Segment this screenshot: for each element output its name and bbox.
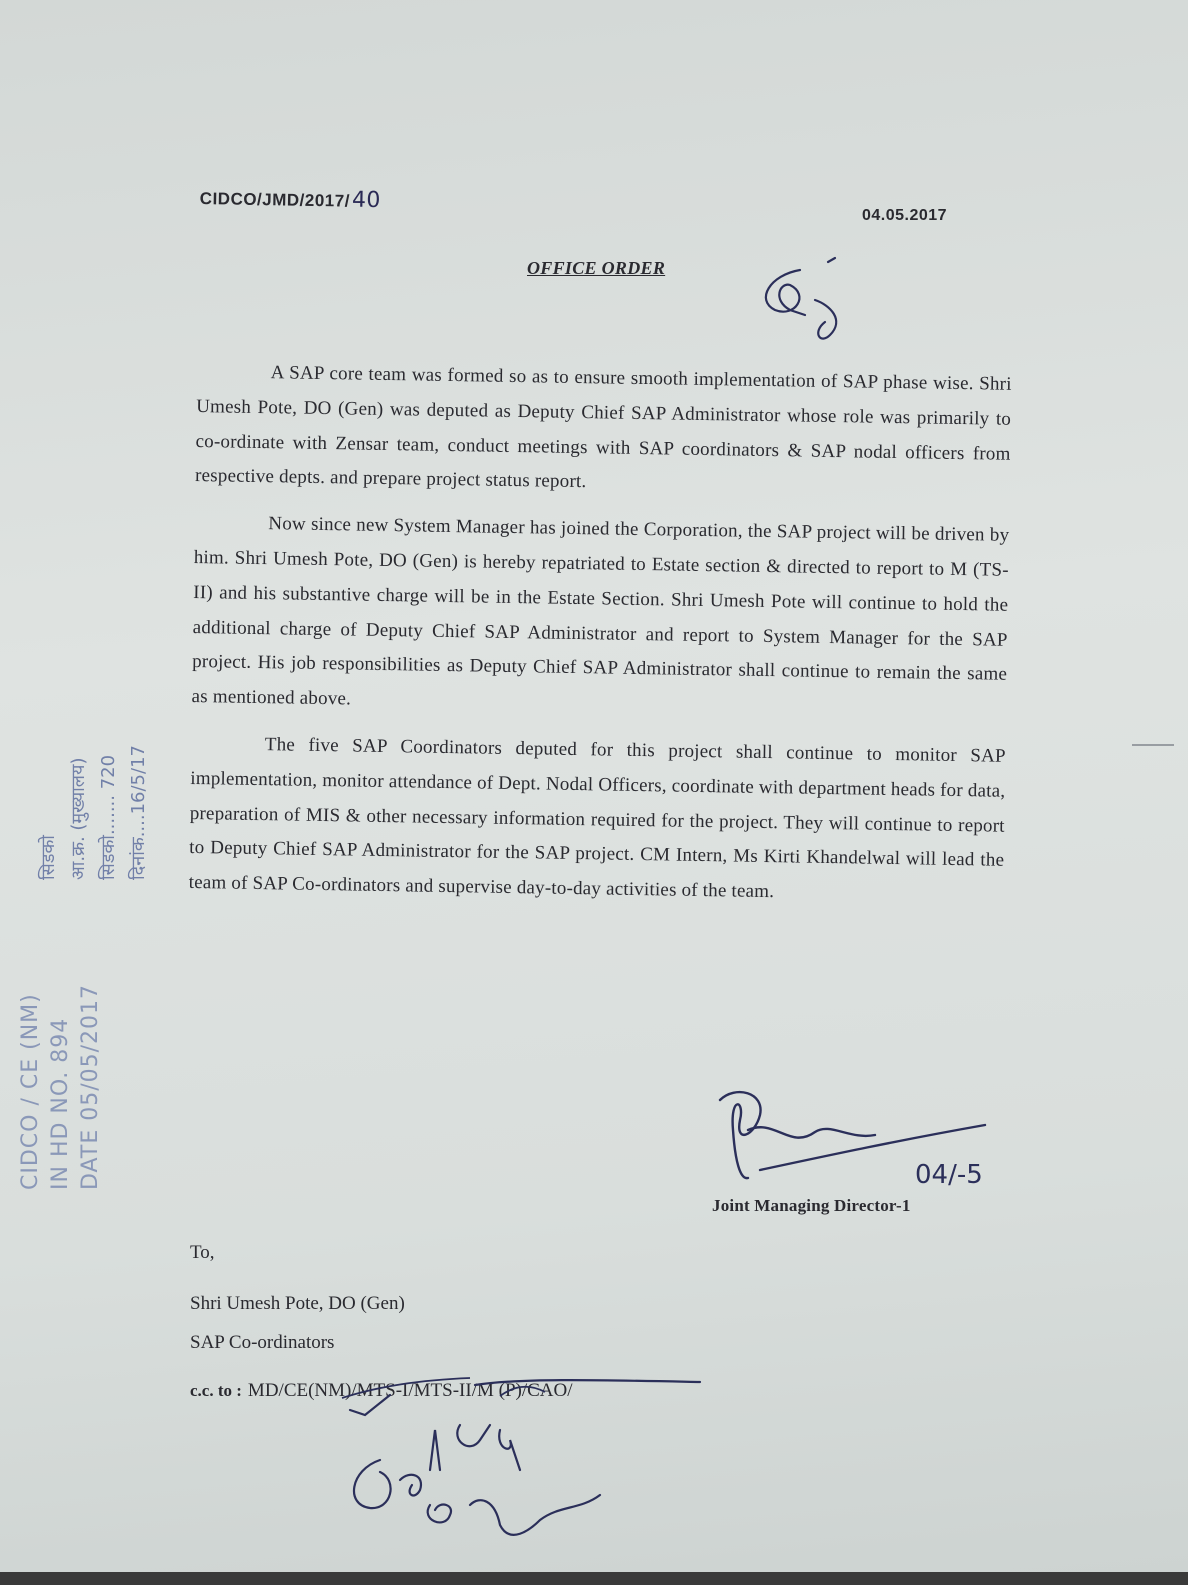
cidco-received-stamp <box>16 984 106 1190</box>
cc-label: c.c. to : <box>190 1381 242 1400</box>
stamp-line: आ.क्र. (मुख्यालय) <box>68 757 89 880</box>
recipient-1: Shri Umesh Pote, DO (Gen) <box>190 1292 405 1314</box>
initials-mark <box>766 258 836 339</box>
stamp-line: सिडको <box>38 835 59 880</box>
stamp-line: CIDCO / CE (NM) <box>18 993 43 1190</box>
stamp-line: दिनांक....16/5/17 <box>128 745 149 880</box>
to-label: To, <box>190 1242 215 1263</box>
reference-number <box>200 185 382 213</box>
order-body <box>188 355 1012 926</box>
stamp-line: सिडको....... 720 <box>98 754 119 880</box>
cc-value: MD/CE(NM)/MTS-I/MTS-II/M (P)/CAO/ <box>247 1380 573 1401</box>
margin-mark <box>1132 744 1174 746</box>
signatory-designation: Joint Managing Director-1 <box>712 1196 911 1215</box>
stamp-line: IN HD NO. 894 <box>48 1017 73 1190</box>
cc-line <box>190 1380 573 1402</box>
hindi-inward-stamp <box>34 745 154 880</box>
acknowledgement-scribble <box>350 1380 700 1535</box>
signature-date: 04/-5 <box>915 1160 983 1190</box>
reference-text: CIDCO/JMD/2017/ <box>199 188 351 211</box>
stamp-line: DATE 05/05/2017 <box>78 983 103 1190</box>
page-title: OFFICE ORDER <box>527 258 666 278</box>
signature-mark <box>720 1092 985 1190</box>
reference-handwritten: 40 <box>351 187 382 214</box>
paragraph-3: The five SAP Coordinators deputed for this project shall continue to monitor SAP implementation, monitor attendance of Dept. Nodal Officers, coordinate with department heads for data, preparation of MIS & other necessary information required for the project. They will continue to report to Deputy Chief SAP Administrator for the SAP project. CM Intern, Ms Kirti Khandelwal will lead the team of SAP Co-ordinators and supervise day-to-day activities of the team. <box>188 734 1006 903</box>
scan-bottom-edge <box>0 1572 1188 1585</box>
paragraph-2: Now since new System Manager has joined the Corporation, the SAP project will be driven by him. Shri Umesh Pote, DO (Gen) is hereby repatriated to Estate section & directed to report to M (TS-II) and his substantive charge will be in the Estate Section. Shri Umesh Pote will continue to hold the additional charge of Deputy Chief SAP Administrator and report to System Manager for the SAP project. His job responsibilities as Deputy Chief SAP Administrator shall continue to remain the same as mentioned above. <box>191 513 1010 710</box>
recipients-block <box>190 1242 405 1370</box>
order-date: 04.05.2017 <box>862 207 948 224</box>
paragraph-1: A SAP core team was formed so as to ensure smooth implementation of SAP phase wise. Shri Umesh Pote, DO (Gen) was deputed as Deputy Chief SAP Administrator whose role was primarily to co-ordinate with Zensar team, conduct meetings with SAP coordinators & SAP nodal officers from respective depts. and prepare project status report. <box>194 362 1012 493</box>
recipient-2: SAP Co-ordinators <box>190 1331 335 1353</box>
